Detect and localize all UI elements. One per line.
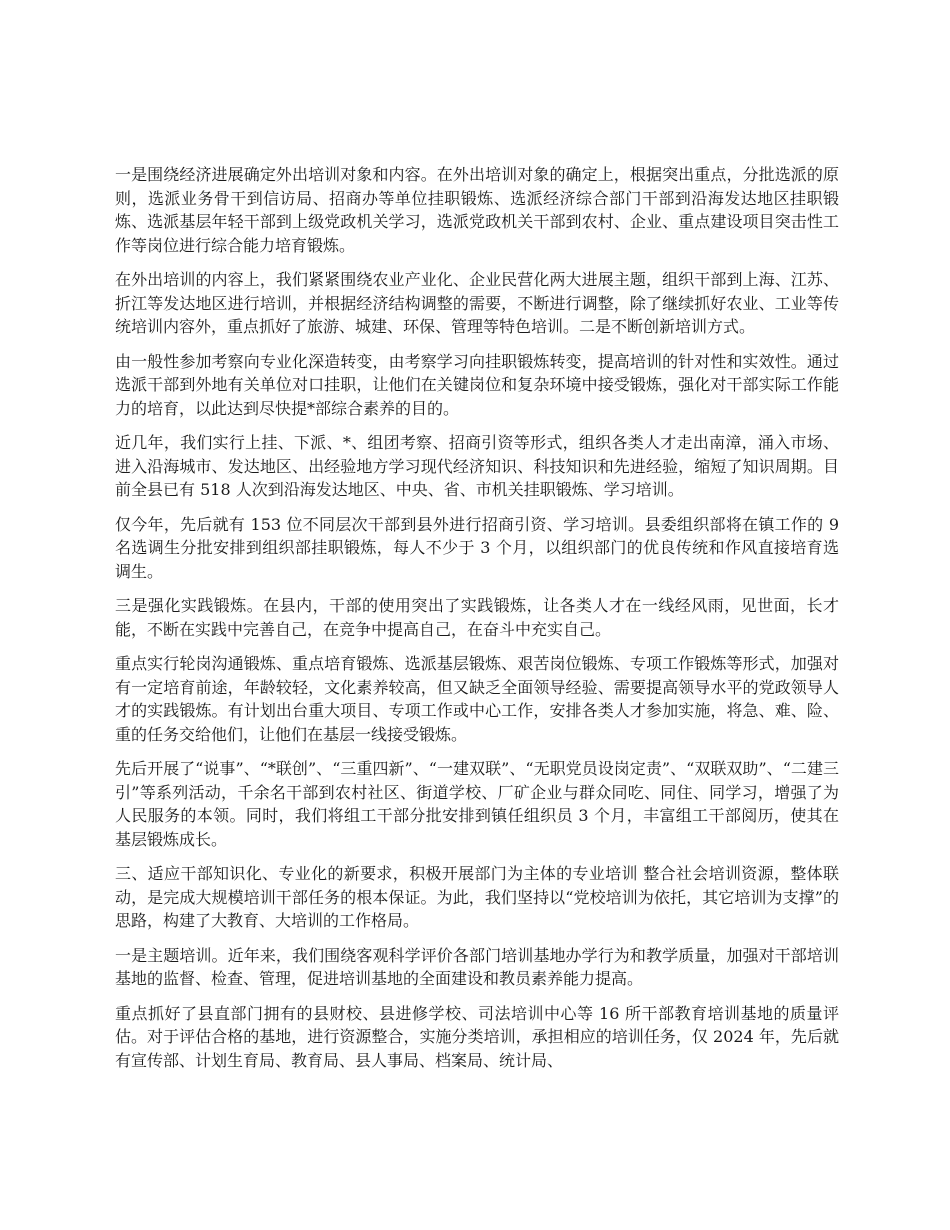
paragraph-10: 一是主题培训。近年来，我们围绕客观科学评价各部门培训基地办学行为和教学质量，加强对干部培训基地的监督、检查、管理，促进培训基地的全面建设和教员素养能力提高。 bbox=[115, 945, 839, 988]
paragraph-2: 在外出培训的内容上，我们紧紧围绕农业产业化、企业民营化两大进展主题，组织干部到上海、江苏、折江等发达地区进行培训，并根据经济结构调整的需要，不断进行调整，除了继续抓好农业、工业等传统培训内容外，重点抓好了旅游、城建、环保、管理等特色培训。二是不断创新培训方式。 bbox=[115, 270, 839, 336]
paragraph-6: 三是强化实践锻炼。在县内，干部的使用突出了实践锻炼，让各类人才在一线经风雨，见世面，长才能，不断在实践中完善自己，在竞争中提高自己，在奋斗中充实自己。 bbox=[115, 596, 839, 639]
paragraph-5: 仅今年，先后就有 153 位不同层次干部到县外进行招商引资、学习培训。县委组织部将在镇工作的 9 名选调生分批安排到组织部挂职锻炼，每人不少于 3 个月，以组织部门的优良传统和作风直接培育选调生。 bbox=[115, 514, 839, 581]
paragraph-4: 近几年，我们实行上挂、下派、*、组团考察、招商引资等形式，组织各类人才走出南漳，涌入市场、进入沿海城市、发达地区、出经验地方学习现代经济知识、科技知识和先进经验，缩短了知识周期。目前全县已有 518 人次到沿海发达地区、中央、省、市机关挂职锻炼、学习培训。 bbox=[115, 433, 839, 499]
document-page bbox=[115, 163, 839, 1083]
paragraph-3: 由一般性参加考察向专业化深造转变，由考察学习向挂职锻炼转变，提高培训的针对性和实效性。通过选派干部到外地有关单位对口挂职，让他们在关键岗位和复杂环境中接受锻炼，强化对干部实际工作能力的培育，以此达到尽快提*部综合素养的目的。 bbox=[115, 351, 839, 418]
paragraph-9: 三、适应干部知识化、专业化的新要求，积极开展部门为主体的专业培训 整合社会培训资源，整体联动，是完成大规模培训干部任务的根本保证。为此，我们坚持以“党校培训为依托，其它培训为支撑”的思路，构建了大教育、大培训的工作格局。 bbox=[115, 864, 839, 930]
paragraph-8: 先后开展了“说事”、“*联创”、“三重四新”、“一建双联”、“无职党员设岗定责”、“双联双助”、“二建三引”等系列活动，千余名干部到农村社区、街道学校、厂矿企业与群众同吃、同住、同学习，增强了为人民服务的本领。同时，我们将组工干部分批安排到镇任组织员 3 个月，丰富组工干部阅历，使其在基层锻炼成长。 bbox=[115, 759, 839, 849]
paragraph-7: 重点实行轮岗沟通锻炼、重点培育锻炼、选派基层锻炼、艰苦岗位锻炼、专项工作锻炼等形式，加强对有一定培育前途，年龄较轻，文化素养较高，但又缺乏全面领导经验、需要提高领导水平的党政领导人才的实践锻炼。有计划出台重大项目、专项工作或中心工作，安排各类人才参加实施，将急、难、险、重的任务交给他们，让他们在基层一线接受锻炼。 bbox=[115, 654, 839, 744]
paragraph-11: 重点抓好了县直部门拥有的县财校、县进修学校、司法培训中心等 16 所干部教育培训基地的质量评估。对于评估合格的基地，进行资源整合，实施分类培训，承担相应的培训任务，仅 2024 年，先后就有宣传部、计划生育局、教育局、县人事局、档案局、统计局、 bbox=[115, 1003, 839, 1070]
paragraph-1: 一是围绕经济进展确定外出培训对象和内容。在外出培训对象的确定上，根据突出重点，分批选派的原则，选派业务骨干到信访局、招商办等单位挂职锻炼、选派经济综合部门干部到沿海发达地区挂职锻炼、选派基层年轻干部到上级党政机关学习，选派党政机关干部到农村、企业、重点建设项目突击性工作等岗位进行综合能力培育锻炼。 bbox=[115, 165, 839, 255]
